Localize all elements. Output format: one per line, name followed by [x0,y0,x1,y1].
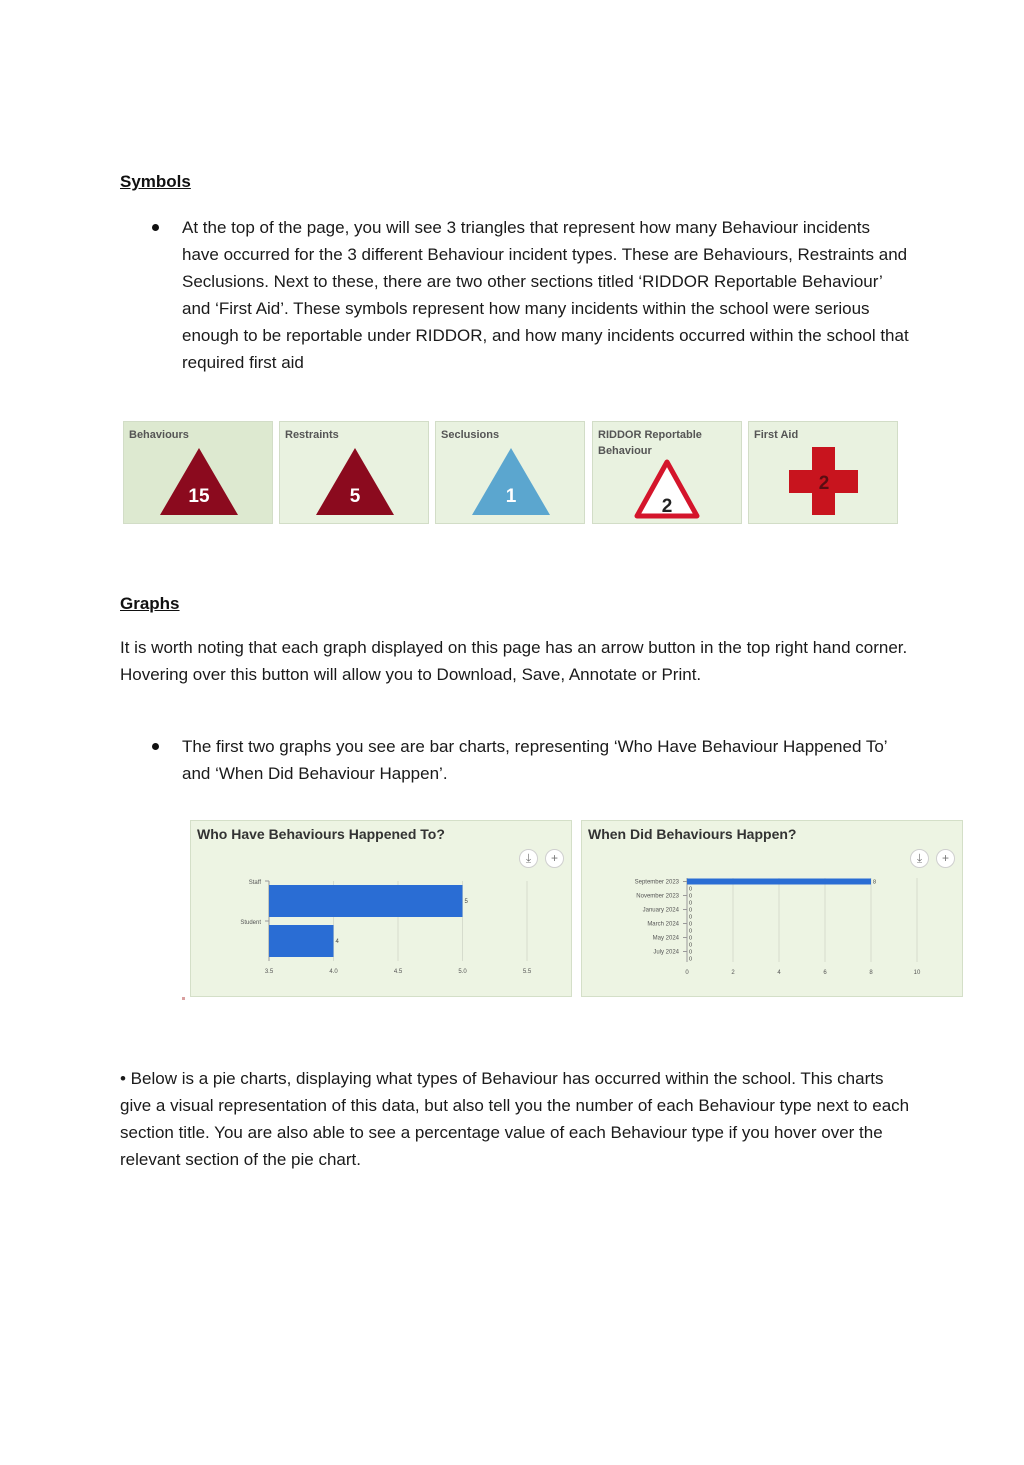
x-tick-label: 4 [777,970,781,976]
x-tick-label: 4.5 [393,969,403,975]
graphs-intro: It is worth noting that each graph displayed on this page has an arrow button in the top right hand corner. Hovering over this button will allow you to Download, Save, Annotate or Print. [120,638,908,684]
symbols-bullet [120,214,910,376]
tile-label-first-aid: First Aid [754,429,799,441]
behaviours-triangle-icon [124,422,274,525]
bar-value-label: 0 [689,956,693,963]
x-tick-label: 6 [823,970,827,976]
chart-title: Who Have Behaviours Happened To? [197,826,445,842]
tile-value-behaviours: 15 [188,486,210,507]
bar-value-label: 0 [689,935,693,942]
x-tick-label: 2 [731,970,735,976]
x-tick-label: 8 [869,970,873,976]
bar-value-label: 0 [689,886,693,893]
bullet-dot [152,224,159,231]
chart-when-svg [582,821,964,998]
plus-icon[interactable]: + [545,849,564,868]
tile-value-seclusions: 1 [505,486,517,507]
x-tick-label: 10 [913,970,921,976]
bar-value-label: 0 [689,907,693,914]
x-tick-label: 3.5 [264,969,274,975]
x-tick-label: 4.0 [329,969,338,975]
warning-triangle-icon [593,422,743,525]
tile-value-restraints: 5 [349,486,361,507]
y-tick-label: July 2024 [653,949,679,956]
bar [687,879,871,885]
download-icon[interactable]: ⤓ [910,849,929,868]
y-tick-label: May 2024 [652,935,679,942]
y-tick-label: Staff [248,880,261,886]
restraints-triangle-icon [280,422,430,525]
bar-value-label: 0 [689,921,693,928]
tile-first-aid[interactable] [748,421,898,524]
bullet-dot [152,743,159,750]
chart-who-panel [190,820,572,997]
tile-restraints[interactable] [279,421,429,524]
chart-who-svg [191,821,573,998]
bar-value-label: 0 [689,942,693,949]
x-tick-label: 5.5 [522,969,532,975]
bar-value-label: 0 [689,893,693,900]
tile-seclusions[interactable] [435,421,585,524]
symbols-heading: Symbols [120,172,191,191]
tile-label-restraints: Restraints [285,429,339,441]
tile-label-riddor: RIDDOR Reportable Behaviour [598,429,702,457]
first-aid-cross-icon [749,422,899,525]
x-tick-label: 0 [685,970,689,976]
tile-value-first-aid: 2 [818,473,830,494]
y-tick-label: January 2024 [642,907,679,914]
seclusions-triangle-icon [436,422,586,525]
stray-mark [182,997,185,1000]
bar-value-label: 0 [689,928,693,935]
chart-when-panel [581,820,963,997]
bar-value-label: 5 [464,899,468,905]
bar [269,925,334,957]
graphs-bullet [120,733,910,787]
download-icon[interactable]: ⤓ [519,849,538,868]
x-tick-label: 5.0 [458,969,467,975]
tile-behaviours[interactable] [123,421,273,524]
symbols-bullet-text: At the top of the page, you will see 3 triangles that represent how many Behaviour incidents have occurred for the 3 different Behaviour incident types. These are Behaviours, Restraints and Seclusions. Next to these, there are two other sections titled ‘RIDDOR Reportable Behaviour’ and ‘First Aid’. These symbols represent how many incidents within the school were serious enough to be reportable under RIDDOR, and how many incidents occurred within the school that required first aid [182,218,909,372]
tile-riddor[interactable] [592,421,742,524]
y-tick-label: November 2023 [636,893,679,900]
bar [269,885,463,917]
chart-title: When Did Behaviours Happen? [588,826,797,842]
graphs-heading: Graphs [120,594,180,613]
y-tick-label: March 2024 [647,921,679,928]
bar-value-label: 0 [689,914,693,921]
y-tick-label: September 2023 [634,879,679,886]
tile-label-seclusions: Seclusions [441,429,500,441]
bar-value-label: 0 [689,949,693,956]
tile-label-behaviours: Behaviours [129,429,189,441]
tile-value-riddor: 2 [661,496,673,517]
y-tick-label: Student [240,920,261,926]
bar-value-label: 4 [335,939,339,945]
plus-icon[interactable]: + [936,849,955,868]
graphs-bullet-text: The first two graphs you see are bar charts, representing ‘Who Have Behaviour Happened To’ and ‘When Did Behaviour Happen’. [182,737,887,783]
bar-value-label: 8 [873,879,877,886]
bar-value-label: 0 [689,900,693,907]
pie-paragraph: • Below is a pie charts, displaying what types of Behaviour has occurred within the school. This charts give a visual representation of this data, but also tell you the number of each Behaviour type next to each section title. You are also able to see a percentage value of each Behaviour type if you hover over the relevant section of the pie chart. [120,1069,910,1169]
